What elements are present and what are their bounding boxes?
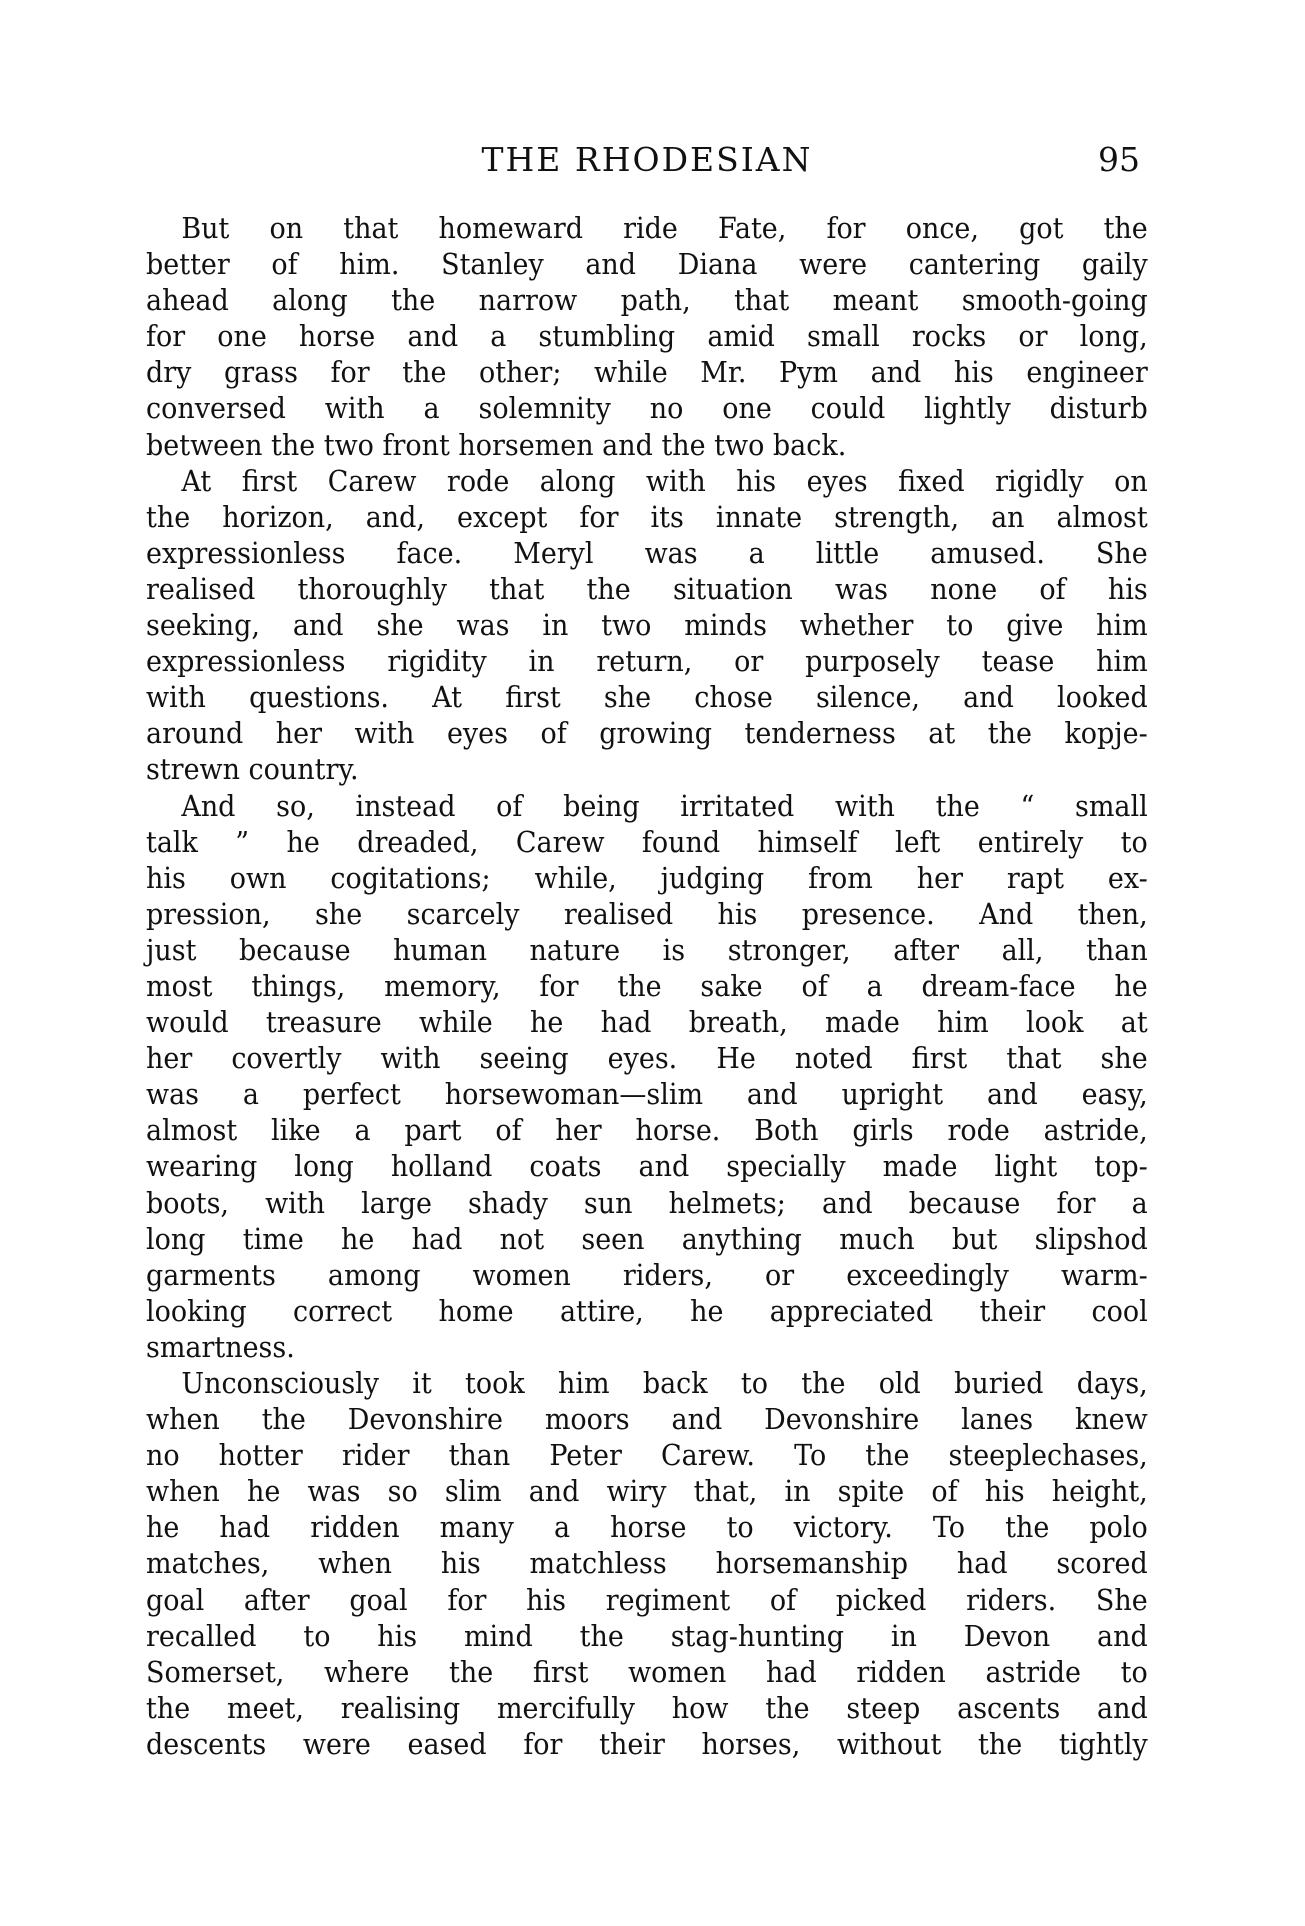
text-line: was a perfect horsewoman—slim and upright and easy, bbox=[146, 1077, 1148, 1112]
text-line: his own cogitations; while, judging from her rapt ex- bbox=[146, 860, 1148, 895]
text-line: between the two front horsemen and the two back. bbox=[146, 427, 847, 462]
text-line: long time he had not seen anything much but slipshod bbox=[146, 1221, 1148, 1256]
text-line: But on that homeward ride Fate, for once, got the bbox=[181, 211, 1148, 245]
text-line: wearing long holland coats and specially made light top- bbox=[146, 1149, 1148, 1184]
text-line: the meet, realising mercifully how the steep ascents and bbox=[146, 1690, 1148, 1725]
text-line: would treasure while he had breath, made him look at bbox=[146, 1005, 1148, 1040]
text-line: looking correct home attire, he appreciated their cool bbox=[146, 1293, 1148, 1328]
text-line: he had ridden many a horse to victory. To the polo bbox=[146, 1510, 1148, 1545]
text-line: expressionless rigidity in return, or purposely tease him bbox=[146, 644, 1148, 679]
text-line: boots, with large shady sun helmets; and because for a bbox=[146, 1185, 1148, 1220]
text-line: strewn country. bbox=[146, 752, 359, 787]
text-line: when he was so slim and wiry that, in spite of his height, bbox=[146, 1474, 1148, 1509]
text-line: recalled to his mind the stag-hunting in Devon and bbox=[146, 1618, 1148, 1653]
page-header bbox=[146, 140, 1148, 180]
text-line: talk ” he dreaded, Carew found himself left entirely to bbox=[146, 824, 1148, 859]
text-line: garments among women riders, or exceedingly warm- bbox=[146, 1257, 1148, 1292]
text-line: ahead along the narrow path, that meant smooth-going bbox=[146, 283, 1148, 318]
running-title: THE RHODESIAN bbox=[481, 140, 813, 179]
text-line: realised thoroughly that the situation was none of his bbox=[146, 571, 1148, 606]
text-line: Unconsciously it took him back to the old buried days, bbox=[181, 1366, 1148, 1400]
text-line: conversed with a solemnity no one could lightly disturb bbox=[146, 391, 1148, 426]
text-line: almost like a part of her horse. Both girls rode astride, bbox=[146, 1113, 1148, 1148]
text-line: goal after goal for his regiment of picked riders. She bbox=[146, 1582, 1148, 1617]
text-line: descents were eased for their horses, without the tightly bbox=[146, 1726, 1148, 1761]
text-line: no hotter rider than Peter Carew. To the steeplechases, bbox=[146, 1438, 1148, 1473]
text-line: dry grass for the other; while Mr. Pym and his engineer bbox=[146, 355, 1148, 390]
text-line: seeking, and she was in two minds whether to give him bbox=[146, 608, 1148, 643]
text-line: her covertly with seeing eyes. He noted first that she bbox=[146, 1041, 1148, 1076]
text-line: with questions. At first she chose silence, and looked bbox=[146, 680, 1148, 715]
text-line: the horizon, and, except for its innate strength, an almost bbox=[146, 499, 1148, 534]
text-line: most things, memory, for the sake of a dream-face he bbox=[146, 968, 1148, 1003]
text-line: for one horse and a stumbling amid small rocks or long, bbox=[146, 319, 1148, 354]
text-line: And so, instead of being irritated with the “ small bbox=[181, 788, 1148, 823]
text-line: just because human nature is stronger, after all, than bbox=[146, 932, 1148, 967]
text-line: Somerset, where the first women had ridden astride to bbox=[146, 1654, 1148, 1689]
text-line: matches, when his matchless horsemanship had scored bbox=[146, 1546, 1148, 1581]
text-line: expressionless face. Meryl was a little amused. She bbox=[146, 535, 1148, 570]
text-line: smartness. bbox=[146, 1329, 295, 1364]
page-number: 95 bbox=[1098, 140, 1140, 179]
text-line: At first Carew rode along with his eyes fixed rigidly on bbox=[181, 463, 1148, 498]
body-text bbox=[146, 210, 1148, 1762]
text-line: pression, she scarcely realised his presence. And then, bbox=[146, 896, 1148, 931]
text-line: when the Devonshire moors and Devonshire lanes knew bbox=[146, 1402, 1148, 1437]
text-line: better of him. Stanley and Diana were cantering gaily bbox=[146, 247, 1148, 282]
text-line: around her with eyes of growing tenderness at the kopje- bbox=[146, 716, 1148, 751]
